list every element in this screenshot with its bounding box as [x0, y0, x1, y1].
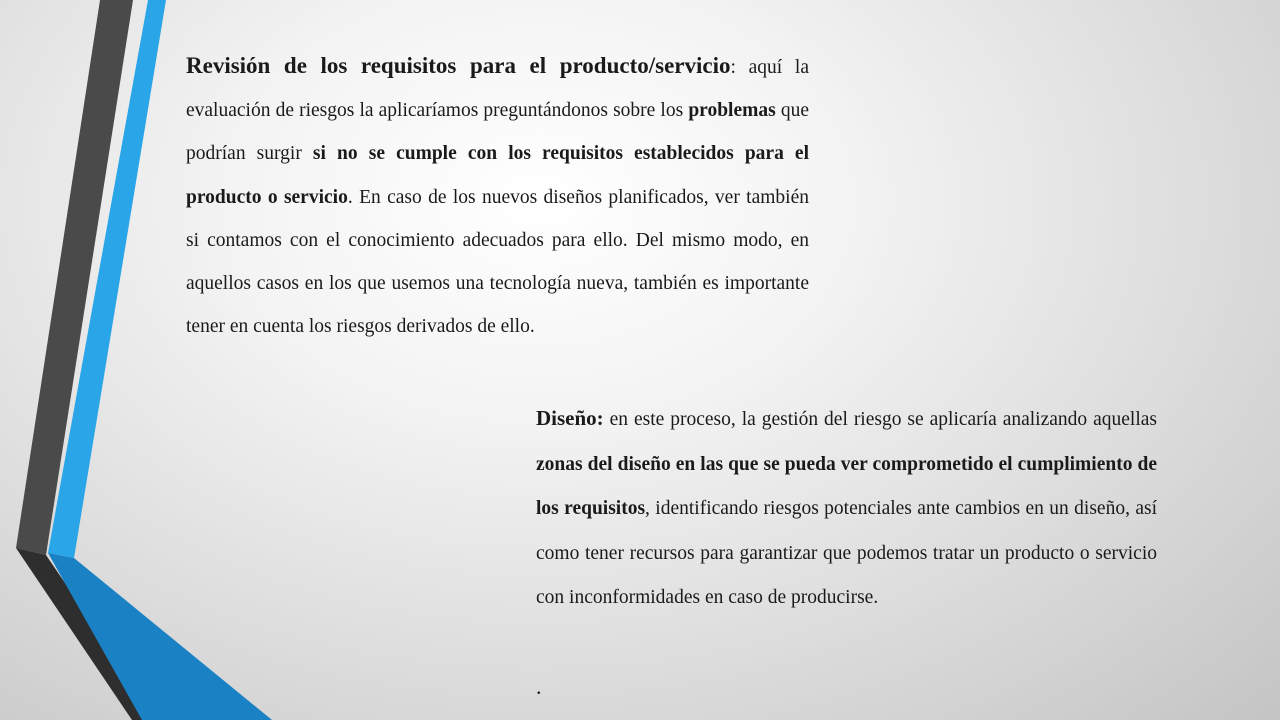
trailing-period: . [536, 674, 542, 699]
emphasis-requirements: si no se cumple con los requisitos establecidos para el producto o servicio [186, 143, 809, 208]
text-segment: en este proceso, la gestión del riesgo se aplicaría analizando aquellas [603, 409, 1157, 430]
emphasis-problems: problemas [688, 100, 776, 122]
text-segment: . En caso de los nuevos diseños planificados, ver también si contamos con el conocimiento adecuados para ello. Del mismo modo, en aquellos casos en los que usemos una tecnología nueva, también es importante tener en cuenta los riesgos derivados de ello. [186, 186, 809, 338]
text-segment: , identificando riesgos potenciales ante cambios en un diseño, así como tener recursos para garantizar que podemos tratar un producto o servicio con inconformidades en caso de producirse. [536, 498, 1157, 609]
text-segment: : aquí la evaluación de riesgos la aplicaríamos preguntándonos sobre los [186, 57, 809, 122]
requirements-review-heading: Revisión de los requisitos para el producto/servicio [186, 53, 731, 78]
design-paragraph [536, 396, 1157, 621]
design-heading: Diseño: [536, 406, 604, 430]
text-segment: que podrían surgir [186, 100, 809, 165]
requirements-review-paragraph [186, 44, 809, 348]
emphasis-design-zones: zonas del diseño en las que se pueda ver comprometido el cumplimiento de los requisitos [536, 453, 1157, 520]
